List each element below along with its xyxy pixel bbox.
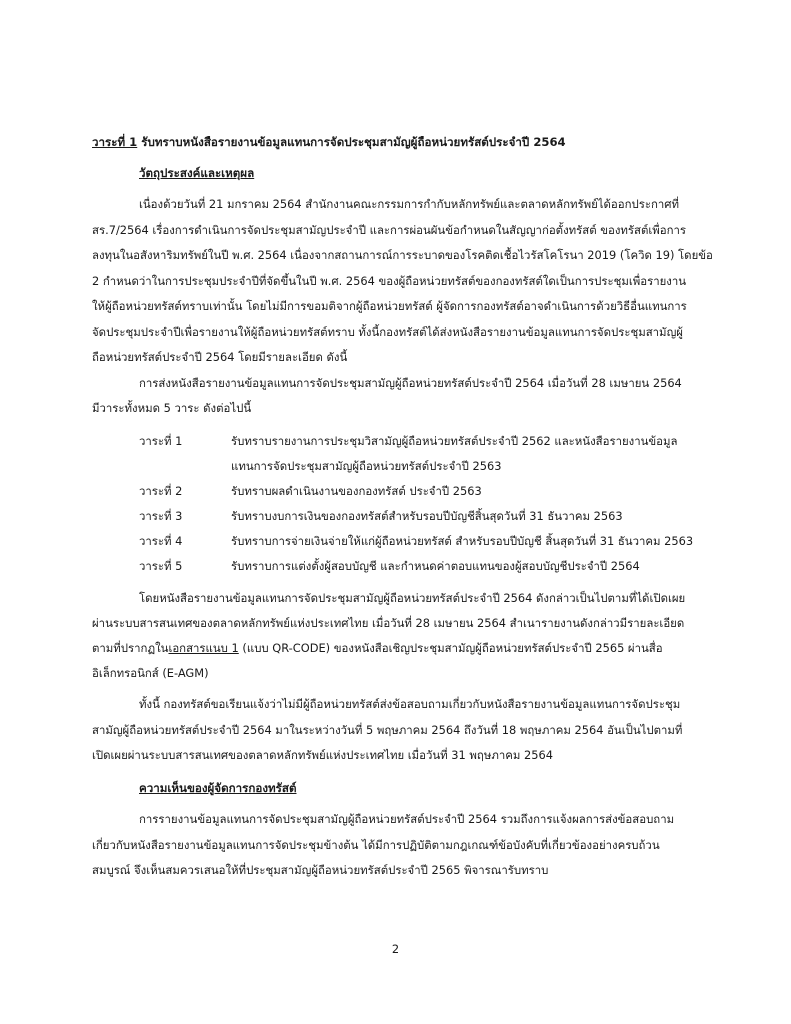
agenda-item-text: รับทราบรายงานการประชุมวิสามัญผู้ถือหน่วยทรัสต์ประจำปี 2562 และหนังสือรายงานข้อมูล bbox=[231, 434, 678, 448]
paragraph1-line: ให้ผู้ถือหน่วยทรัสต์ทราบเท่านั้น โดยไม่มีการขอมติจากผู้ถือหน่วยทรัสต์ ผู้จัดการกองทรัสต์อาจดำเนินการด้วยวิธีอื่นแทนการ bbox=[92, 299, 687, 313]
agenda-heading-text: รับทราบหนังสือรายงานข้อมูลแทนการจัดประชุมสามัญผู้ถือหน่วยทรัสต์ประจำปี 2564 bbox=[137, 135, 566, 149]
paragraph3-line: อิเล็กทรอนิกส์ (E-AGM) bbox=[92, 666, 209, 680]
agenda-item-label: วาระที่ 2 bbox=[139, 484, 183, 498]
agenda-heading-label: วาระที่ 1 bbox=[92, 135, 138, 149]
agenda-item-label: วาระที่ 5 bbox=[139, 559, 183, 573]
agenda-item-text: รับทราบผลดำเนินงานของกองทรัสต์ ประจำปี 2563 bbox=[231, 484, 482, 498]
agenda-item-label: วาระที่ 1 bbox=[139, 434, 183, 448]
paragraph2-line: มีวาระทั้งหมด 5 วาระ ดังต่อไปนี้ bbox=[92, 401, 252, 415]
agenda-item-text: แทนการจัดประชุมสามัญผู้ถือหน่วยทรัสต์ประจำปี 2563 bbox=[231, 459, 502, 473]
paragraph4-line: ทั้งนี้ กองทรัสต์ขอเรียนแจ้งว่าไม่มีผู้ถือหน่วยทรัสต์ส่งข้อสอบถามเกี่ยวกับหนังสือรายงานข้อมูลแทนการจัดประชุม bbox=[139, 697, 681, 711]
agenda-heading bbox=[92, 134, 566, 150]
paragraph4-line: เปิดเผยผ่านระบบสารสนเทศของตลาดหลักทรัพย์แห่งประเทศไทย เมื่อวันที่ 31 พฤษภาคม 2564 bbox=[92, 748, 553, 762]
agenda-item-text: รับทราบการจ่ายเงินจ่ายให้แก่ผู้ถือหน่วยทรัสต์ สำหรับรอบปีบัญชี สิ้นสุดวันที่ 31 ธันวาคม 2563 bbox=[231, 534, 694, 548]
paragraph1-line: สร.7/2564 เรื่องการดำเนินการจัดประชุมสามัญประจำปี และการผ่อนผันข้อกำหนดในสัญญาก่อตั้งทรัสต์ ของทรัสต์เพื่อการ bbox=[92, 223, 687, 237]
paragraph5-line: การรายงานข้อมูลแทนการจัดประชุมสามัญผู้ถือหน่วยทรัสต์ประจำปี 2564 รวมถึงการแจ้งผลการส่งข้อสอบถาม bbox=[139, 812, 675, 826]
attachment-1-link[interactable]: เอกสารแนบ 1 bbox=[168, 641, 239, 655]
paragraph5-line: สมบูรณ์ จึงเห็นสมควรเสนอให้ที่ประชุมสามัญผู้ถือหน่วยทรัสต์ประจำปี 2565 พิจารณารับทราบ bbox=[92, 863, 549, 877]
paragraph3-line bbox=[92, 640, 663, 656]
paragraph5-line: เกี่ยวกับหนังสือรายงานข้อมูลแทนการจัดประชุมข้างต้น ได้มีการปฏิบัติตามกฎเกณฑ์ข้อบังคับที่เกี่ยวข้องอย่างครบถ้วน bbox=[92, 838, 660, 852]
page-number: 2 bbox=[391, 942, 400, 956]
agenda-item-label: วาระที่ 4 bbox=[139, 534, 183, 548]
paragraph2-line: การส่งหนังสือรายงานข้อมูลแทนการจัดประชุมสามัญผู้ถือหน่วยทรัสต์ประจำปี 2564 เมื่อวันที่ 28 เมษายน 2564 bbox=[139, 376, 682, 390]
paragraph1-line: เนื่องด้วยวันที่ 21 มกราคม 2564 สำนักงานคณะกรรมการกำกับหลักทรัพย์และตลาดหลักทรัพย์ได้ออกประกาศที่ bbox=[139, 197, 680, 211]
opinion-heading: ความเห็นของผู้จัดการกองทรัสต์ bbox=[139, 781, 297, 795]
paragraph1-line: 2 กำหนดว่าในการประชุมประจำปีที่จัดขึ้นในปี พ.ศ. 2564 ของผู้ถือหน่วยทรัสต์ของกองทรัสต์ใดเป็นการประชุมเพื่อรายงาน bbox=[92, 274, 687, 288]
agenda-item-text: รับทราบงบการเงินของกองทรัสต์สำหรับรอบปีบัญชีสิ้นสุดวันที่ 31 ธันวาคม 2563 bbox=[231, 509, 623, 523]
paragraph4-line: สามัญผู้ถือหน่วยทรัสต์ประจำปี 2564 มาในระหว่างวันที่ 5 พฤษภาคม 2564 ถึงวันที่ 18 พฤษภาคม 2564 อันเป็นไปตามที่ bbox=[92, 723, 683, 737]
paragraph1-line: จัดประชุมประจำปีเพื่อรายงานให้ผู้ถือหน่วยทรัสต์ทราบ ทั้งนี้กองทรัสต์ได้ส่งหนังสือรายงานข้อมูลแทนการจัดประชุมสามัญผู้ bbox=[92, 325, 683, 339]
paragraph3-text: (แบบ QR-CODE) ของหนังสือเชิญประชุมสามัญผู้ถือหน่วยทรัสต์ประจำปี 2565 ผ่านสื่อ bbox=[238, 641, 663, 655]
paragraph3-text: ตามที่ปรากฏใน bbox=[92, 641, 169, 655]
agenda-item-text: รับทราบการแต่งตั้งผู้สอบบัญชี และกำหนดค่าตอบแทนของผู้สอบบัญชีประจำปี 2564 bbox=[231, 559, 640, 573]
paragraph1-line: ลงทุนในอสังหาริมทรัพย์ในปี พ.ศ. 2564 เนื่องจากสถานการณ์การระบาดของโรคติดเชื้อไวรัสโคโรนา 2019 (โควิด 19) โดยข้อ bbox=[92, 248, 713, 262]
agenda-item-label: วาระที่ 3 bbox=[139, 509, 183, 523]
objectives-heading: วัตถุประสงค์และเหตุผล bbox=[139, 166, 255, 180]
paragraph3-line: ผ่านระบบสารสนเทศของตลาดหลักทรัพย์แห่งประเทศไทย เมื่อวันที่ 28 เมษายน 2564 สำเนารายงานดังกล่าวมีรายละเอียด bbox=[92, 616, 685, 630]
paragraph1-line: ถือหน่วยทรัสต์ประจำปี 2564 โดยมีรายละเอียด ดังนี้ bbox=[92, 350, 348, 364]
paragraph3-line: โดยหนังสือรายงานข้อมูลแทนการจัดประชุมสามัญผู้ถือหน่วยทรัสต์ประจำปี 2564 ดังกล่าวเป็นไปตามที่ได้เปิดเผย bbox=[139, 591, 686, 605]
